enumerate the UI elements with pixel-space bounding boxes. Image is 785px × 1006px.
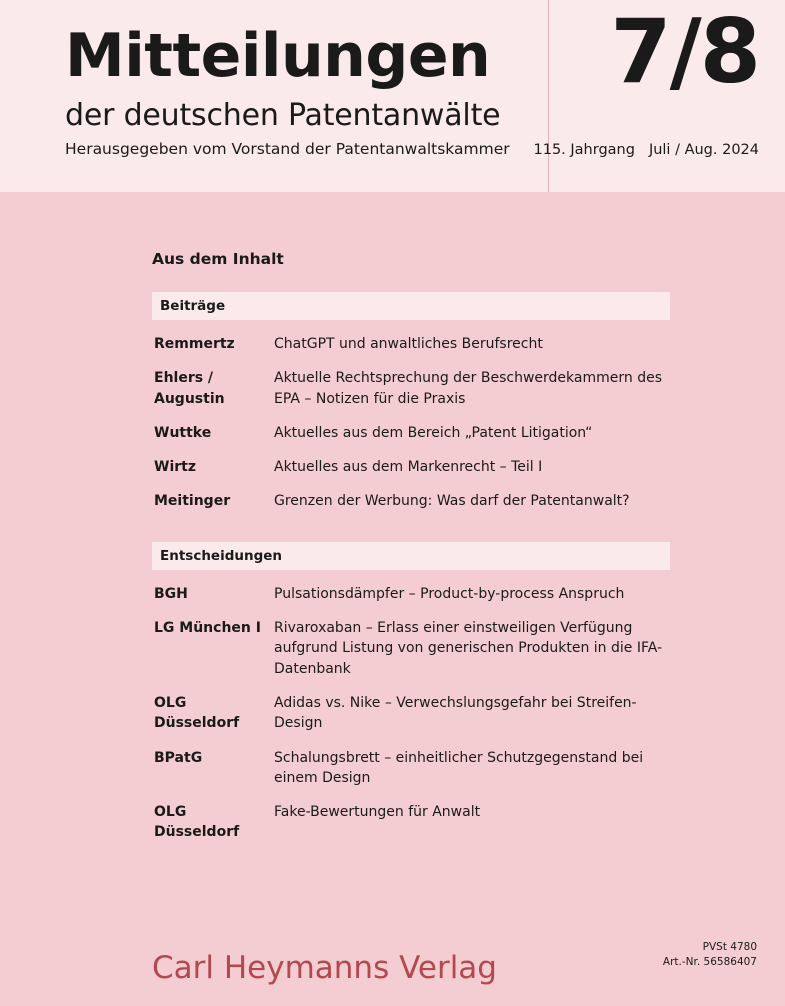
entry-author: OLG Düsseldorf	[154, 804, 240, 841]
entry-title: Rivaroxaban – Erlass einer einstweiligen Verfügung aufgrund Listung von generischen Produkten in die IFA-Datenbank	[274, 620, 663, 677]
entry-author: Meitinger	[154, 493, 231, 510]
entry-author: Wuttke	[154, 424, 212, 441]
issue-volume: 115. Jahrgang	[533, 142, 635, 158]
entry-author: LG München I	[154, 620, 261, 637]
issue-date: Juli / Aug. 2024	[648, 142, 759, 158]
contents-panel	[152, 250, 670, 857]
list-item[interactable]	[152, 334, 670, 354]
journal-title: Mitteilungen	[65, 21, 491, 91]
entry-author: OLG Düsseldorf	[154, 694, 240, 732]
section-header-beitraege: Beiträge	[152, 292, 670, 320]
entry-title: Aktuelles aus dem Markenrecht – Teil I	[274, 459, 543, 476]
pvst-code: PVSt 4780	[702, 940, 757, 953]
entry-author: BPatG	[154, 749, 203, 766]
masthead-right	[533, 0, 785, 192]
list-item[interactable]	[152, 423, 670, 443]
contents-heading: Aus dem Inhalt	[152, 250, 284, 268]
masthead	[0, 0, 785, 192]
issue-number: 7/8	[610, 0, 759, 103]
journal-subtitle: der deutschen Patentanwälte	[65, 98, 501, 133]
list-item[interactable]	[152, 584, 670, 604]
section-header-entscheidungen: Entscheidungen	[152, 542, 670, 570]
footer	[0, 920, 785, 1006]
list-item[interactable]	[152, 457, 670, 477]
entry-title: Pulsationsdämpfer – Product-by-process Anspruch	[274, 585, 625, 602]
entry-title: Adidas vs. Nike – Verwechslungsgefahr bei Streifen-Design	[274, 694, 637, 732]
entry-author: Wirtz	[154, 459, 196, 476]
footer-codes	[663, 940, 757, 970]
masthead-left	[0, 0, 548, 192]
entry-author: Remmertz	[154, 336, 235, 352]
list-item[interactable]	[152, 491, 670, 511]
list-item[interactable]	[152, 368, 670, 409]
publisher-name: Carl Heymanns Verlag	[152, 950, 497, 986]
journal-publisher-line: Herausgegeben vom Vorstand der Patentanwaltskammer	[65, 140, 510, 158]
article-number: Art.-Nr. 56586407	[662, 955, 757, 968]
list-item[interactable]	[152, 618, 670, 679]
entry-title: ChatGPT und anwaltliches Berufsrecht	[274, 336, 543, 352]
list-item[interactable]	[152, 802, 670, 843]
list-item[interactable]	[152, 693, 670, 734]
entry-author: Ehlers / Augustin	[154, 370, 225, 407]
entry-title: Aktuelles aus dem Bereich „Patent Litigation“	[274, 424, 593, 441]
list-item[interactable]	[152, 748, 670, 789]
entry-title: Schalungsbrett – einheitlicher Schutzgegenstand bei einem Design	[274, 749, 644, 786]
entry-title: Grenzen der Werbung: Was darf der Patentanwalt?	[274, 493, 630, 510]
entry-title: Fake-Bewertungen für Anwalt	[274, 804, 481, 821]
issue-meta	[534, 142, 760, 158]
entry-title: Aktuelle Rechtsprechung der Beschwerdekammern des EPA – Notizen für die Praxis	[274, 370, 662, 407]
entry-author: BGH	[154, 585, 188, 602]
